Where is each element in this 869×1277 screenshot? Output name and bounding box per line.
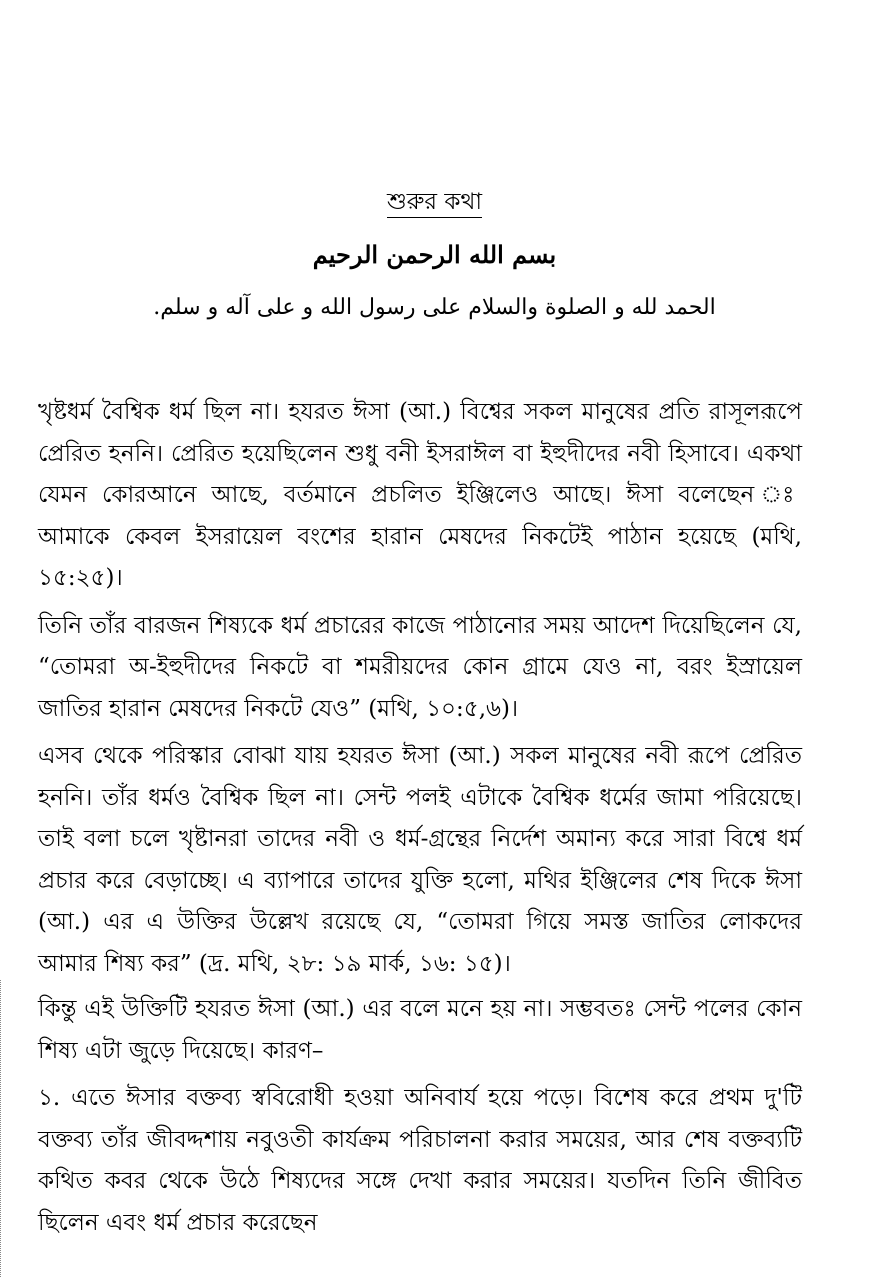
chapter-heading-text: শুরুর কথা (387, 189, 482, 218)
chapter-heading (0, 183, 869, 222)
scan-edge-marks (0, 980, 5, 1277)
paragraph: কিন্তু এই উক্তিটি হযরত ঈসা (আ.) এর বলে মনে হয় না। সম্ভবতঃ সেন্ট পলের কোন শিষ্য এটা জুড়ে দিয়েছে। কারণ– (38, 996, 802, 1064)
paragraph: খৃষ্টধর্ম বৈশ্বিক ধর্ম ছিল না। হযরত ঈসা (আ.) বিশ্বের সকল মানুষের প্রতি রাসূলরূপে প্রেরিত হননি। প্রেরিত হয়েছিলেন শুধু বনী ইসরাঈল বা ইহুদীদের নবী হিসাবে। একথা যেমন কোরআনে আছে, বর্তমানে প্রচলিত ইঞ্জিলেও আছে। ঈসা বলেছেন ঃ আমাকে কেবল ইসরায়েল বংশের হারান মেষদের নিকটেই পাঠান হয়েছে (মথি, ১৫:২৫)। (38, 399, 802, 591)
bismillah-line: بسم الله الرحمن الرحيم (312, 240, 557, 269)
paragraph: ১. এতে ঈসার বক্তব্য স্ববিরোধী হওয়া অনিবার্য হয়ে পড়ে। বিশেষ করে প্রথম দু'টি বক্তব্য তাঁর জীবদ্দশায় নবুওতী কার্যক্রম পরিচালনা করার সময়ের, আর শেষ বক্তব্যটি কথিত কবর থেকে উঠে শিষ্যদের সঙ্গে দেখা করার সময়ের। যতদিন তিনি জীবিত ছিলেন এবং ধর্ম প্রচার করেছেন (38, 1085, 802, 1236)
hamd-line: الحمد لله و الصلوة والسلام على رسول الله و على آله و سلم. (153, 295, 716, 320)
body-text (38, 392, 802, 1250)
paragraph: তিনি তাঁর বারজন শিষ্যকে ধর্ম প্রচারের কাজে পাঠানোর সময় আদেশ দিয়েছিলেন যে, “তোমরা অ-ইহুদীদের নিকটে বা শমরীয়দের কোন গ্রামে যেও না, বরং ইস্রায়েল জাতির হারান মেষদের নিকটে যেও” (মথি, ১০:৫,৬)। (38, 612, 802, 722)
paragraph: এসব থেকে পরিস্কার বোঝা যায় হযরত ঈসা (আ.) সকল মানুষের নবী রূপে প্রেরিত হননি। তাঁর ধর্মও বৈশ্বিক ছিল না। সেন্ট পলই এটাকে বৈশ্বিক ধর্মের জামা পরিয়েছে। তাই বলা চলে খৃষ্টানরা তাদের নবী ও ধর্ম-গ্রন্থের নির্দেশ অমান্য করে সারা বিশ্বে ধর্ম প্রচার করে বেড়াচ্ছে। এ ব্যাপারে তাদের যুক্তি হলো, মথির ইঞ্জিলের শেষ দিকে ঈসা (আ.) এর এ উক্তির উল্লেখ রয়েছে যে, “তোমরা গিয়ে সমস্ত জাতির লোকদের আমার শিষ্য কর” (দ্র. মথি, ২৮: ১৯ মার্ক, ১৬: ১৫)। (38, 743, 802, 977)
